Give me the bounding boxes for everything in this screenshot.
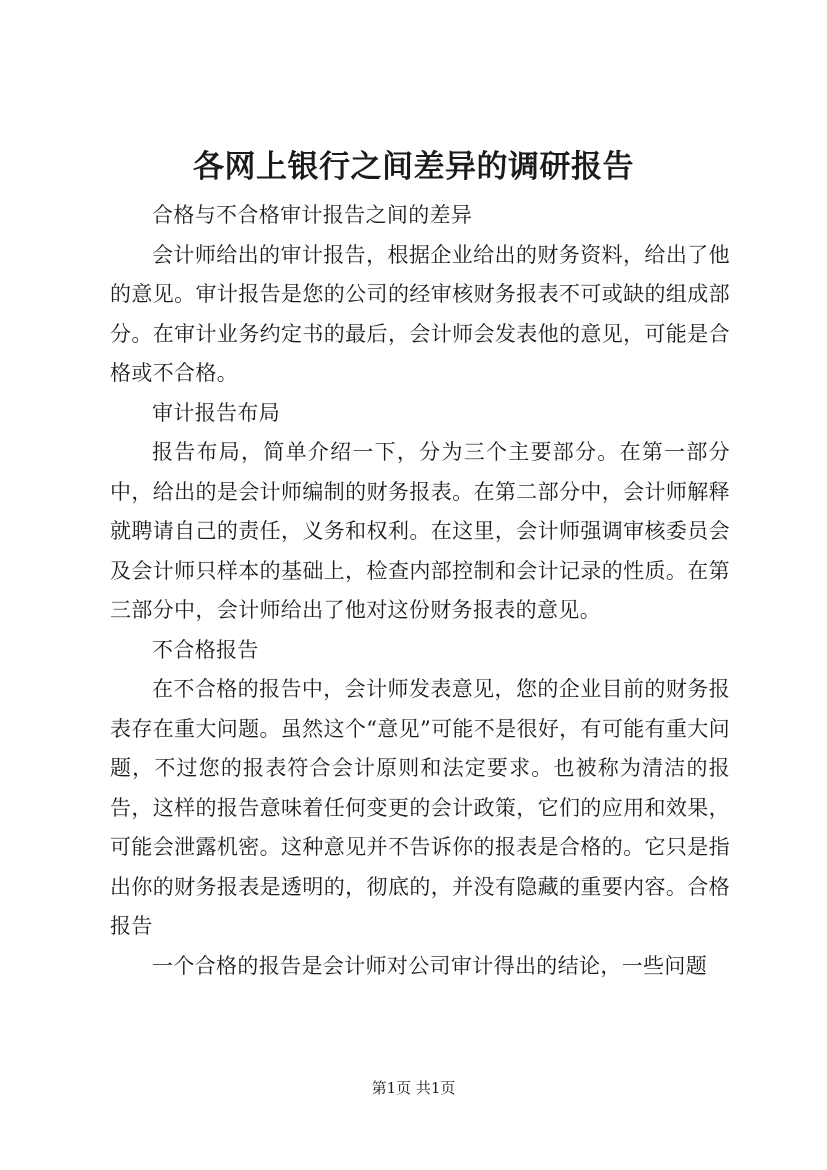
page-footer: 第1页 共1页 bbox=[371, 1079, 456, 1097]
section-heading-layout: 审计报告布局 bbox=[152, 400, 281, 425]
section-heading-unqualified: 不合格报告 bbox=[152, 637, 259, 662]
section-heading-difference: 合格与不合格审计报告之间的差异 bbox=[152, 203, 473, 227]
paragraph-report-layout: 报告布局，简单介绍一下，分为三个主要部分。在第一部分中，给出的是会计师编制的财务报表。在第二部分中，会计师解释就聘请自己的责任，义务和权利。在这里，会计师强调审核委员会及会计师只样本的基础上，检查内部控制和会计记录的性质。在第三部分中，会计师给出了他对这份财务报表的意见。 bbox=[110, 440, 730, 622]
document-title: 各网上银行之间差异的调研报告 bbox=[193, 149, 634, 185]
paragraph-audit-opinion: 会计师给出的审计报告，根据企业给出的财务资料，给出了他的意见。审计报告是您的公司的经审核财务报表不可或缺的组成部分。在审计业务约定书的最后，会计师会发表他的意见，可能是合格或不合格。 bbox=[110, 242, 730, 385]
paragraph-unqualified-report: 在不合格的报告中，会计师发表意见，您的企业目前的财务报表存在重大问题。虽然这个“意见”可能不是很好，有可能有重大问题，不过您的报表符合会计原则和法定要求。也被称为清洁的报告，这样的报告意味着任何变更的会计政策，它们的应用和效果，可能会泄露机密。这种意见并不告诉你的报表是合格的。它只是指出你的财务报表是透明的，彻底的，并没有隐藏的重要内容。合格报告 bbox=[110, 677, 730, 938]
document-body bbox=[110, 196, 730, 986]
paragraph-qualified-report: 一个合格的报告是会计师对公司审计得出的结论，一些问题 bbox=[152, 953, 708, 978]
